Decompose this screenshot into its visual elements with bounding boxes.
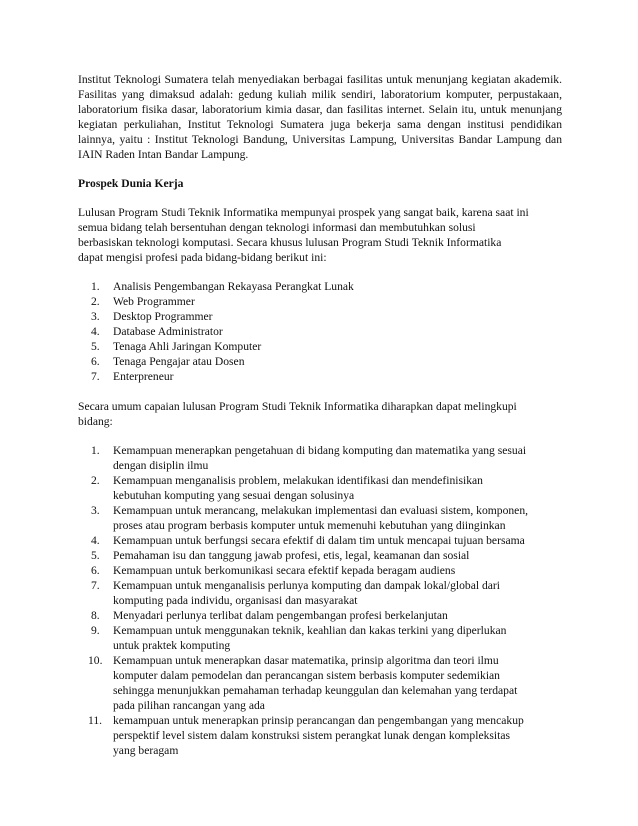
list-number: 6. <box>91 564 100 577</box>
list-item <box>78 354 562 369</box>
list-text-line: Pemahaman isu dan tanggung jawab profesi, etis, legal, keamanan dan sosial <box>113 549 470 562</box>
list-text-line: Kemampuan untuk berkomunikasi secara efektif kepada beragam audiens <box>113 564 456 577</box>
list-number: 8. <box>91 609 100 622</box>
list-text: Enterpreneur <box>113 370 174 383</box>
list-text-line: Kemampuan untuk menerapkan dasar matematika, prinsip algoritma dan teori ilmu <box>113 654 499 667</box>
list-item <box>78 324 562 339</box>
list-number: 3. <box>91 310 100 323</box>
list-text-line: Kemampuan untuk merancang, melakukan implementasi dan evaluasi sistem, komponen, <box>113 504 529 517</box>
list-text-line: perspektif level sistem dalam konstruksi sistem perangkat lunak dengan kompleksitas <box>113 729 511 742</box>
list-number: 9. <box>91 624 100 637</box>
list-number: 4. <box>91 325 100 338</box>
list-item <box>78 309 562 324</box>
list-text-line: Kemampuan untuk menggunakan teknik, keahlian dan kakas terkini yang diperlukan <box>113 624 507 637</box>
list-item <box>78 294 562 309</box>
list-number: 2. <box>91 295 100 308</box>
list-item <box>78 548 562 563</box>
list-number: 1. <box>91 280 100 293</box>
list-number: 10. <box>88 654 103 667</box>
list-text-line: dengan disiplin ilmu <box>113 459 209 472</box>
list-text-line: Kemampuan untuk berfungsi secara efektif di dalam tim untuk mencapai tujuan bersama <box>113 534 525 547</box>
list-number: 3. <box>91 504 100 517</box>
list-item <box>78 653 562 713</box>
list-number: 5. <box>91 340 100 353</box>
list-number: 2. <box>91 474 100 487</box>
list-number: 6. <box>91 355 100 368</box>
paragraph-line: bidang: <box>78 415 113 428</box>
list-item <box>78 369 562 384</box>
list-text: Tenaga Ahli Jaringan Komputer <box>113 340 262 353</box>
intro-paragraph: Institut Teknologi Sumatera telah menyediakan berbagai fasilitas untuk menunjang kegiatan akademik. Fasilitas yang dimaksud adalah: gedung kuliah milik sendiri, laboratorium komputer, perpustakaan, laboratorium fisika dasar, laboratorium kimia dasar, dan fasilitas internet. Selain itu, untuk menunjang kegiatan perkuliahan, Institut Teknologi Sumatera juga bekerja sama dengan institusi pendidikan lainnya, yaitu : Institut Teknologi Bandung, Universitas Lampung, Universitas Bandar Lampung dan IAIN Raden Intan Bandar Lampung. <box>78 73 562 161</box>
career-list <box>78 279 562 384</box>
list-text-line: kebutuhan komputing yang sesuai dengan solusinya <box>113 489 355 502</box>
paragraph-line: Lulusan Program Studi Teknik Informatika mempunyai prospek yang sangat baik, karena saat ini <box>78 206 529 219</box>
list-text-line: yang beragam <box>113 744 179 757</box>
list-text: Tenaga Pengajar atau Dosen <box>113 355 245 368</box>
list-item <box>78 608 562 623</box>
list-number: 1. <box>91 444 100 457</box>
list-number: 7. <box>91 579 100 592</box>
list-text: Database Administrator <box>113 325 223 338</box>
list-item <box>78 503 562 533</box>
list-text-line: untuk praktek komputing <box>113 639 231 652</box>
list-text-line: proses atau program berbasis komputer untuk memenuhi kebutuhan yang diinginkan <box>113 519 506 532</box>
list-number: 11. <box>88 714 103 727</box>
list-number: 7. <box>91 370 100 383</box>
paragraph-line: Secara umum capaian lulusan Program Studi Teknik Informatika diharapkan dapat melingkupi <box>78 400 517 413</box>
list-text-line: pada pilihan rancangan yang ada <box>113 699 265 712</box>
list-text-line: komputer dalam pemodelan dan perancangan sistem berbasis komputer sedemikian <box>113 669 500 682</box>
list-text: Analisis Pengembangan Rekayasa Perangkat Lunak <box>113 280 354 293</box>
list-item <box>78 443 562 473</box>
list-item <box>78 339 562 354</box>
list-text-line: Kemampuan menerapkan pengetahuan di bidang komputing dan matematika yang sesuai <box>113 444 527 457</box>
list-number: 5. <box>91 549 100 562</box>
list-text-line: komputing pada individu, organisasi dan masyarakat <box>113 594 358 607</box>
list-text-line: kemampuan untuk menerapkan prinsip perancangan dan pengembangan yang mencakup <box>113 714 524 727</box>
outcomes-paragraph <box>78 399 562 429</box>
list-number: 4. <box>91 534 100 547</box>
list-item <box>78 533 562 548</box>
list-item <box>78 578 562 608</box>
list-item <box>78 473 562 503</box>
outcomes-list <box>78 443 562 758</box>
paragraph-line: berbasiskan teknologi komputasi. Secara khusus lulusan Program Studi Teknik Informatika <box>78 236 502 249</box>
list-text-line: sehingga menunjukkan pemahaman terhadap keunggulan dan kelemahan yang terdapat <box>113 684 518 697</box>
list-item <box>78 713 562 758</box>
list-text-line: Menyadari perlunya terlibat dalam pengembangan profesi berkelanjutan <box>113 609 448 622</box>
list-text-line: Kemampuan menganalisis problem, melakukan identifikasi dan mendefinisikan <box>113 474 483 487</box>
paragraph-line: dapat mengisi profesi pada bidang-bidang berikut ini: <box>78 251 327 264</box>
list-item <box>78 279 562 294</box>
list-item <box>78 563 562 578</box>
list-text: Desktop Programmer <box>113 310 213 323</box>
prospect-paragraph <box>78 205 562 265</box>
section-heading: Prospek Dunia Kerja <box>78 177 184 190</box>
list-text: Web Programmer <box>113 295 195 308</box>
list-item <box>78 623 562 653</box>
document-body <box>78 72 562 758</box>
list-text-line: Kemampuan untuk menganalisis perlunya komputing dan dampak lokal/global dari <box>113 579 501 592</box>
paragraph-line: semua bidang telah bersentuhan dengan teknologi informasi dan membutuhkan solusi <box>78 221 476 234</box>
